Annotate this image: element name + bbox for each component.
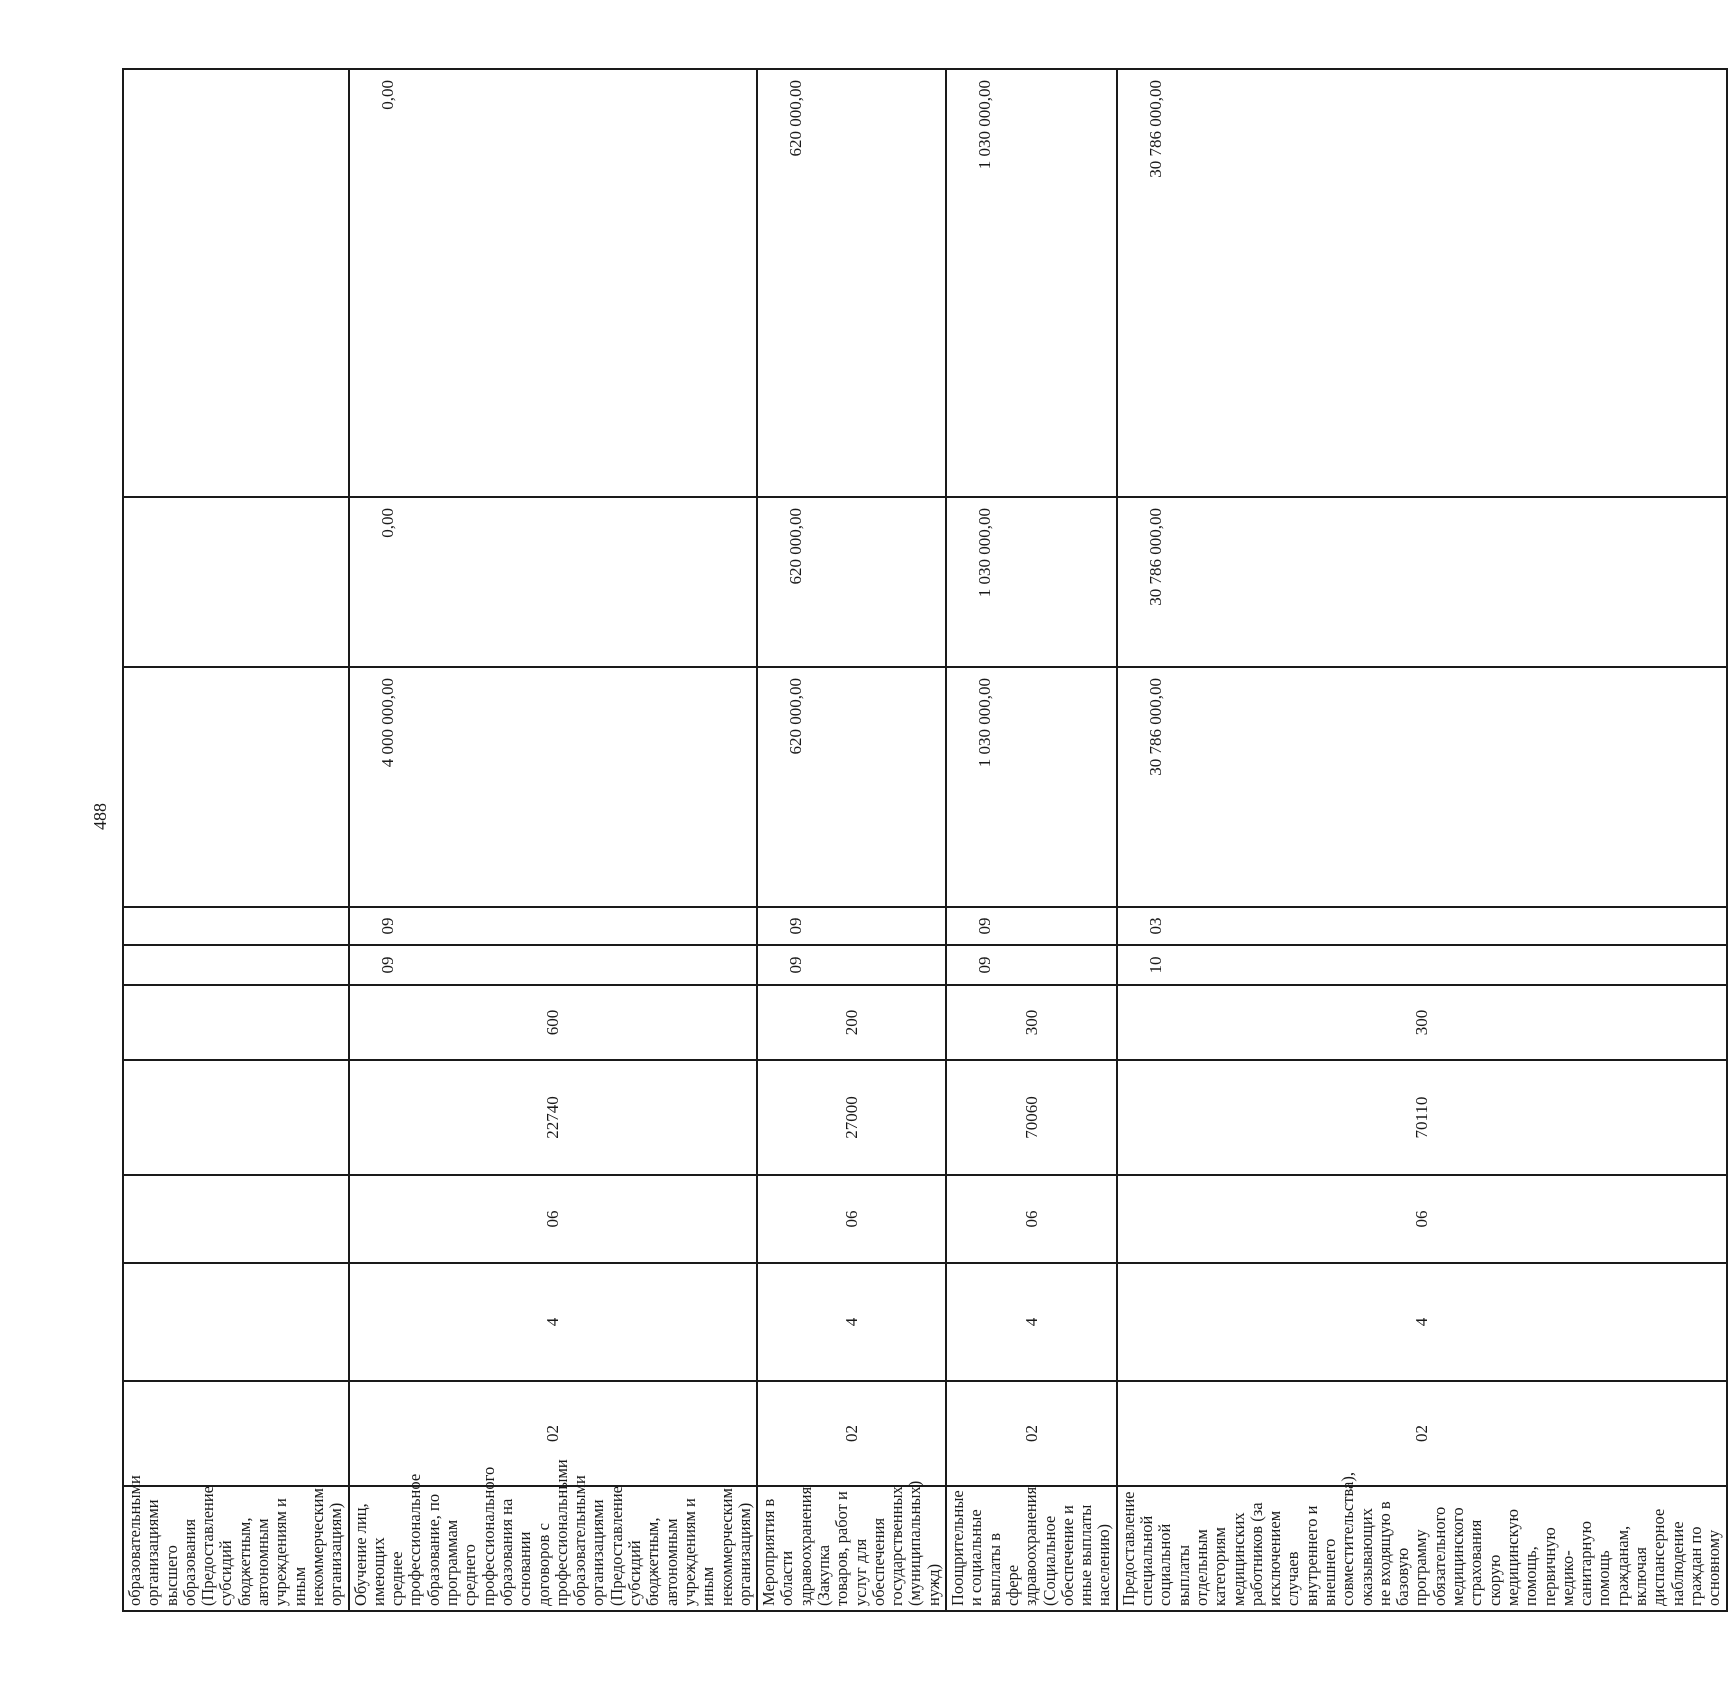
target-cell: 70110 bbox=[1117, 1060, 1727, 1175]
amount-2-cell: 620 000,00 bbox=[757, 497, 946, 667]
code-2-cell: 09 bbox=[349, 907, 758, 945]
subsection-cell: 06 bbox=[349, 1175, 758, 1263]
amount-1-cell: 30 786 000,00 bbox=[1117, 667, 1727, 907]
page-number: 488 bbox=[90, 803, 110, 830]
expense-type-cell: 300 bbox=[1117, 985, 1727, 1060]
expense-type-cell: 600 bbox=[349, 985, 758, 1060]
code-2-cell: 03 bbox=[1117, 907, 1727, 945]
target-cell: 27000 bbox=[757, 1060, 946, 1175]
subsection-cell bbox=[123, 1175, 349, 1263]
description-cell: Предоставление специальной социальной выплаты отдельным категориям медицинских работников (за исключением случаев внутреннего и внешнего совместительства), оказывающих не входящую в базовую программу обязательного медицинского страхования скорую медицинскую помощь, первичную медико-санитарную помощь гражданам, включая диспансерное наблюдение граждан по основному bbox=[1117, 1486, 1727, 1611]
amount-1-cell: 1 030 000,00 bbox=[946, 667, 1117, 907]
table-row bbox=[757, 69, 946, 1611]
section-cell: 4 bbox=[946, 1263, 1117, 1381]
ministry-cell: 02 bbox=[946, 1381, 1117, 1486]
expense-type-cell: 200 bbox=[757, 985, 946, 1060]
code-1-cell: 09 bbox=[946, 945, 1117, 985]
target-cell bbox=[123, 1060, 349, 1175]
section-cell: 4 bbox=[757, 1263, 946, 1381]
amount-3-cell: 0,00 bbox=[349, 69, 758, 497]
subsection-cell: 06 bbox=[1117, 1175, 1727, 1263]
description-cell: образовательными организациями высшего образования (Предоставление субсидий бюджетным, автономным учреждениям и иным некоммерческим организациям) bbox=[123, 1486, 349, 1611]
amount-2-cell bbox=[123, 497, 349, 667]
table-row bbox=[123, 69, 349, 1611]
ministry-cell bbox=[123, 1381, 349, 1486]
code-1-cell bbox=[123, 945, 349, 985]
subsection-cell: 06 bbox=[946, 1175, 1117, 1263]
amount-2-cell: 0,00 bbox=[349, 497, 758, 667]
target-cell: 70060 bbox=[946, 1060, 1117, 1175]
section-cell: 4 bbox=[1117, 1263, 1727, 1381]
amount-3-cell bbox=[123, 69, 349, 497]
budget-table bbox=[122, 68, 1728, 1612]
ministry-cell: 02 bbox=[1117, 1381, 1727, 1486]
amount-2-cell: 30 786 000,00 bbox=[1117, 497, 1727, 667]
description-cell: Поощрительные и социальные выплаты в сфере здравоохранения (Социальное обеспечение и иные выплаты населению) bbox=[946, 1486, 1117, 1611]
ministry-cell: 02 bbox=[757, 1381, 946, 1486]
expense-type-cell: 300 bbox=[946, 985, 1117, 1060]
section-cell bbox=[123, 1263, 349, 1381]
table-row bbox=[1117, 69, 1727, 1611]
amount-3-cell: 620 000,00 bbox=[757, 69, 946, 497]
budget-table-rotated bbox=[122, 70, 1724, 1612]
amount-3-cell: 30 786 000,00 bbox=[1117, 69, 1727, 497]
code-2-cell: 09 bbox=[757, 907, 946, 945]
amount-1-cell: 4 000 000,00 bbox=[349, 667, 758, 907]
code-1-cell: 10 bbox=[1117, 945, 1727, 985]
ministry-cell: 02 bbox=[349, 1381, 758, 1486]
amount-2-cell: 1 030 000,00 bbox=[946, 497, 1117, 667]
target-cell: 22740 bbox=[349, 1060, 758, 1175]
table-row bbox=[946, 69, 1117, 1611]
code-1-cell: 09 bbox=[757, 945, 946, 985]
code-2-cell: 09 bbox=[946, 907, 1117, 945]
amount-1-cell: 620 000,00 bbox=[757, 667, 946, 907]
code-2-cell bbox=[123, 907, 349, 945]
amount-3-cell: 1 030 000,00 bbox=[946, 69, 1117, 497]
description-cell: Обучение лиц, имеющих среднее профессиональное образование, по программам среднего профессионального образования на основании договоров с профессиональными образовательными организациями (Предоставление субсидий бюджетным, автономным учреждениям и иным некоммерческим организациям) bbox=[349, 1486, 758, 1611]
table-row bbox=[349, 69, 758, 1611]
code-1-cell: 09 bbox=[349, 945, 758, 985]
subsection-cell: 06 bbox=[757, 1175, 946, 1263]
expense-type-cell bbox=[123, 985, 349, 1060]
section-cell: 4 bbox=[349, 1263, 758, 1381]
description-cell: Мероприятия в области здравоохранения (Закупка товаров, работ и услуг для обеспечения государственных (муниципальных) нужд) bbox=[757, 1486, 946, 1611]
amount-1-cell bbox=[123, 667, 349, 907]
